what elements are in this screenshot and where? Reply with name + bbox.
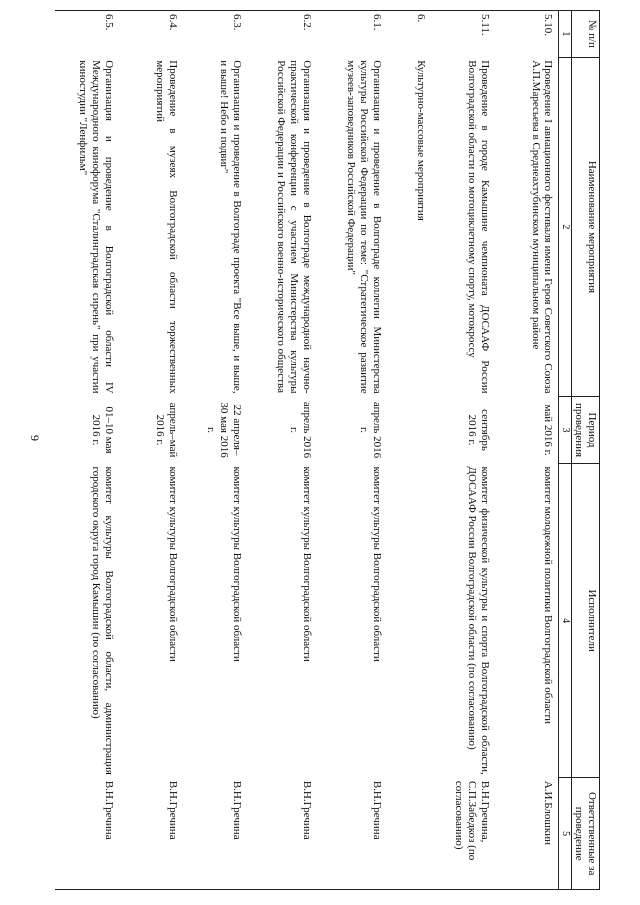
row-num: 5.10. <box>495 11 559 58</box>
page-number: 9 <box>28 435 42 441</box>
table-row <box>387 11 431 890</box>
header-period: Период проведения <box>571 397 599 464</box>
row-executors: комитет культуры Волгоградской области <box>300 466 313 662</box>
row-period: май 2016 г. <box>542 404 555 456</box>
column-number: 2 <box>559 57 572 396</box>
table-row <box>431 11 495 890</box>
rotated-page <box>45 10 600 890</box>
row-name: Проведение в музеях Волгоградской области торжественных мероприятий <box>154 60 179 394</box>
events-table <box>55 10 600 890</box>
row-num: 6. <box>387 11 431 58</box>
row-executors: комитет молодежной политики Волгоградской области <box>542 466 555 725</box>
row-name: Проведение I авиационного фестиваля имени Героя Советского Союза А.П.Маресьева в Среднеахтубинском муниципальном районе <box>529 60 555 394</box>
row-responsible: В.Н.Гречина <box>183 778 247 890</box>
row-name: Культурно-массовые мероприятия <box>414 60 427 221</box>
column-numbers <box>559 11 572 890</box>
column-number: 4 <box>559 464 572 778</box>
row-executors: комитет физической культуры и спорта Волгоградской области, ДОСААФ России Волгоградской области (по согласованию) <box>466 466 491 775</box>
row-executors: комитет культуры Волгоградской области <box>370 466 383 662</box>
row-responsible: В.Н.Гречина <box>317 778 387 890</box>
row-responsible: В.Н.Гречина <box>55 778 119 890</box>
row-num: 6.1. <box>317 11 387 58</box>
table-row <box>55 11 119 890</box>
table-row <box>119 11 183 890</box>
table-row <box>183 11 247 890</box>
table-row <box>317 11 387 890</box>
table-row <box>247 11 317 890</box>
row-num: 6.5. <box>55 11 119 58</box>
row-name: Организация и проведение в Волгоградской области IV Международного кинофорума "Сталинградская сирень" при участии киностудии "Ленфильм" <box>77 60 115 394</box>
row-responsible: В.Н.Гречина <box>119 778 183 890</box>
row-executors: комитет культуры Волгоградской области <box>230 466 243 662</box>
row-name: Организация и проведение в Волгограде коллегии Министерства культуры Российской Федерации по теме: "Стратегическое развитие музеев-заповедников Российской Федерации" <box>345 60 383 394</box>
row-name: Проведение в городе Камышине чемпионата ДОСААФ России Волгоградской области по мотоциклетному спорту, мотокроссу <box>466 60 491 394</box>
column-number: 1 <box>559 11 572 58</box>
row-num: 6.4. <box>119 11 183 58</box>
row-num: 5.11. <box>431 11 495 58</box>
row-responsible: В.Н.Гречина <box>247 778 317 890</box>
row-period: 22 апреля– 30 мая 2016 г. <box>205 402 243 458</box>
row-period: сентябрь 2016 г. <box>466 409 491 451</box>
row-responsible: В.Н.Гречина, С.П.Забедкоз (по согласованию) <box>431 778 495 890</box>
row-period <box>387 397 431 464</box>
table-row <box>495 11 559 890</box>
row-responsible: А.И.Блошкин <box>495 778 559 890</box>
table-header <box>571 11 599 890</box>
row-period: 01–10 мая 2016 г. <box>90 406 115 454</box>
header-executors: Исполнители <box>571 464 599 778</box>
row-num: 6.3. <box>183 11 247 58</box>
row-num: 6.2. <box>247 11 317 58</box>
row-executors: комитет культуры Волгоградской области <box>166 466 179 662</box>
row-period: апрель 2016 г. <box>288 401 313 459</box>
header-num: № п/п <box>571 11 599 58</box>
column-number: 5 <box>559 778 572 890</box>
row-name: Организация и проведение в Волгограде проекта "Все выше, и выше, и выше! Небо и подвиг" <box>218 60 243 394</box>
row-name: Организация и проведение в Волгограде международной научно-практической конференции с участием Министерства культуры Российской Федерации и Российского военно-исторического общества <box>275 60 313 394</box>
header-responsible: Ответственные за проведение <box>571 778 599 890</box>
row-period: апрель–май 2016 г. <box>154 402 179 458</box>
row-executors: комитет культуры Волгоградской области, администрация городского округа город Камышин (по согласованию) <box>90 466 115 775</box>
row-executors <box>387 464 431 778</box>
column-number: 3 <box>559 397 572 464</box>
row-period: апрель 2016 г. <box>358 401 383 459</box>
row-responsible <box>387 778 431 890</box>
header-name: Наименование мероприятия <box>571 57 599 396</box>
